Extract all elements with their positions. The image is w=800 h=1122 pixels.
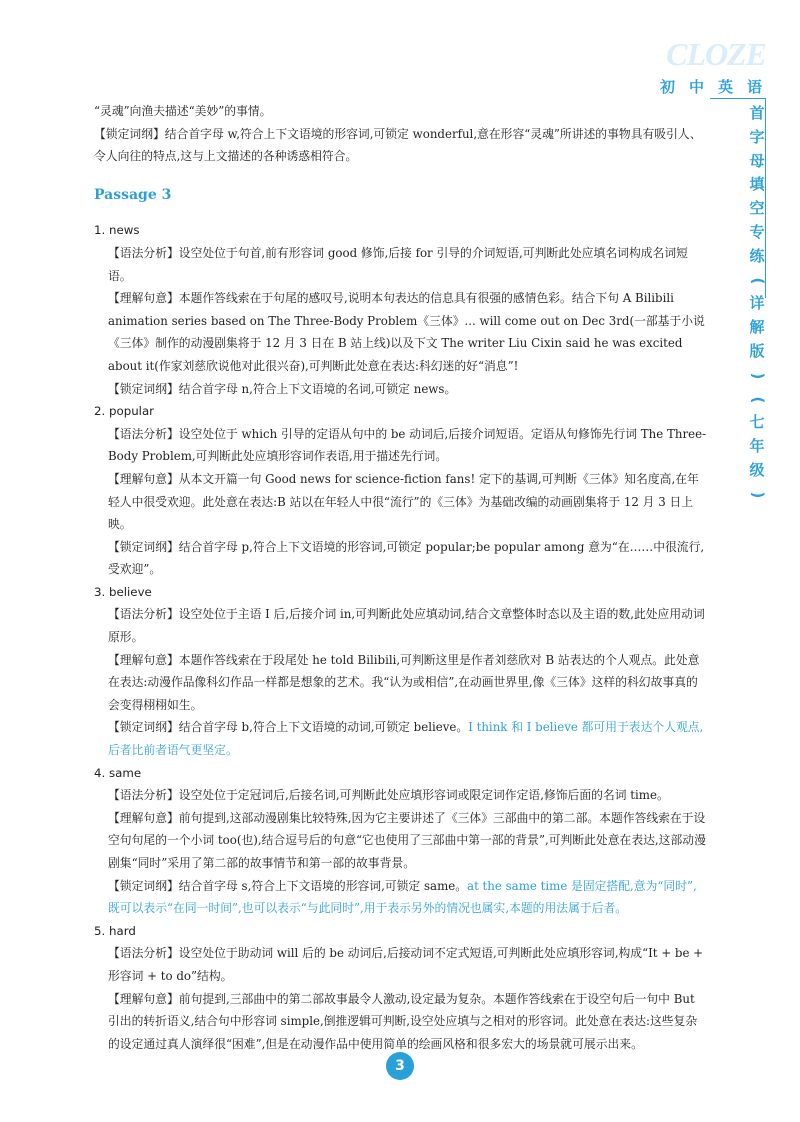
vertical-title-char: 级: [749, 460, 765, 479]
answer-understand: [94, 649, 708, 717]
vertical-title-char: (: [748, 277, 767, 284]
answer-lock: [94, 875, 708, 920]
page-number: 3: [386, 1052, 414, 1080]
answer-lock-text: 【锁定词纲】结合首字母 p,符合上下文语境的形容词,可锁定 popular;be popular among 意为“在……中很流行,受欢迎”。: [108, 539, 705, 577]
answer-grammar: [94, 423, 708, 468]
vertical-title-char: 首: [749, 104, 765, 122]
answer-understand-text: 【理解句意】本题作答线索在于段尾处 he told Bilibili,可判断这里是作者刘慈欣对 B 站表达的个人观点。此处意在表达:动漫作品像科幻作品一样都是想象的艺术。我“认为或相信”,在动画世界里,像《三体》这样的科幻故事真的会变得栩栩如生。: [108, 652, 700, 712]
answer-understand: [94, 988, 708, 1056]
vertical-title-char: 详: [749, 294, 765, 313]
answer-grammar: [94, 784, 708, 807]
answer-grammar: [94, 603, 708, 648]
answer-lock: [94, 716, 708, 761]
vertical-title-char: 练: [749, 246, 765, 265]
answer-understand-text: 【理解句意】从本文开篇一句 Good news for science-fiction fans! 定下的基调,可判断《三体》知名度高,在年轻人中很受欢迎。此处意在表达:B 站以在年轻人中很“流行”的《三体》为基础改编的动画剧集将于 12 月 3 日上映。: [108, 471, 699, 532]
answer-word: 5. hard: [94, 923, 136, 938]
vertical-title-char: 填: [749, 175, 765, 194]
vertical-title-char: ): [748, 491, 767, 499]
answer-understand: [94, 807, 708, 875]
vertical-title-char: 版: [749, 341, 765, 360]
header-rule: [710, 98, 766, 99]
answer-grammar-text: 【语法分析】设空处位于助动词 will 后的 be 动词后,后接动词不定式短语,可判断此处应填形容词,构成“It + be + 形容词 + to do”结构。: [108, 946, 704, 983]
intro-lock: 【锁定词纲】结合首字母 w,符合上下文语境的形容词,可锁定 wonderful,意在形容“灵魂”所讲述的事物具有吸引人、令人向往的特点,这与上文描述的各种诱惑相符合。: [94, 126, 702, 164]
answer-grammar: [94, 242, 708, 287]
vertical-title-char: 空: [749, 199, 765, 218]
vertical-title-char: (: [748, 396, 767, 403]
answer-lock-text: 【锁定词纲】结合首字母 s,符合上下文语境的形容词,可锁定 same。: [108, 878, 468, 893]
answer-understand: [94, 468, 708, 536]
vertical-title-char: 字: [749, 127, 765, 146]
answer-grammar-text: 【语法分析】设空处位于定冠词后,后接名词,可判断此处应填形容词或限定词作定语,修饰后面的名词 time。: [108, 788, 669, 803]
series-title: 初中英语: [660, 78, 777, 96]
answer-word: 1. news: [94, 223, 140, 238]
answer-lock-text: 【锁定词纲】结合首字母 n,符合上下文语境的名词,可锁定 news。: [108, 381, 457, 396]
intro-line: “灵魂”向渔夫描述“美妙”的事情。: [94, 104, 272, 118]
answer-grammar-text: 【语法分析】设空处位于主语 I 后,后接介词 in,可判断此处应填动词,结合文章整体时态以及主语的数,此处应用动词原形。: [108, 607, 705, 645]
answer-understand-text: 【理解句意】本题作答线索在于句尾的感叹号,说明本句表达的信息具有很强的感情色彩。结合下句 A Bilibili animation series based on The Three-Body Problem《三体》... will come out on Dec 3rd(一部基于小说《三体》制作的动漫剧集将于 12 月 3 日在 B 站上线)以及下文 The writer Liu Cixin said he was excited about it(作家刘慈欣说他对此很兴奋),可判断此处意在表达:科幻迷的好“消息”!: [108, 291, 705, 373]
answer-understand-text: 【理解句意】前句提到,这部动漫剧集比较特殊,因为它主要讲述了《三体》三部曲中的第二部。本题作答线索在于设空句句尾的一个小词 too(也),结合逗号后的句意“它也使用了三部曲中第一部的背景”,可判断此处意在表达,这部动漫剧集“同时”采用了第二部的故事情节和第一部的故事背景。: [108, 810, 706, 870]
answer-grammar-text: 【语法分析】设空处位于句首,前有形容词 good 修饰,后接 for 引导的介词短语,可判断此处应填名词构成名词短语。: [108, 245, 688, 283]
answer-lock: [94, 536, 708, 581]
vertical-title-char: 母: [749, 151, 765, 170]
vertical-title-char: 解: [749, 318, 765, 337]
vertical-title-char: 七: [749, 413, 765, 432]
cloze-logo: CLOZE: [666, 36, 766, 72]
answer-lock-text: 【锁定词纲】结合首字母 b,符合上下文语境的动词,可锁定 believe。: [108, 720, 469, 735]
answer-items: [94, 219, 708, 1055]
answer-note: I think 和 I believe 都可用于表达个人观点,后者比前者语气更坚定。: [108, 720, 704, 758]
answer-content: [94, 100, 708, 1055]
answer-word: 2. popular: [94, 404, 155, 419]
answer-understand: [94, 287, 708, 377]
answer-grammar-text: 【语法分析】设空处位于 which 引导的定语从句中的 be 动词后,后接介词短语。定语从句修饰先行词 The Three-Body Problem,可判断此处应填形容词作表语,用于描述先行词。: [108, 426, 707, 464]
vertical-title-char: 专: [749, 222, 765, 241]
answer-understand-text: 【理解句意】前句提到,三部曲中的第二部故事最令人激动,设定最为复杂。本题作答线索在于设空句后一句中 But 引出的转折语义,结合句中形容词 simple,倒推逻辑可判断,设空处应填与之相对的形容词。此处意在表达:这些复杂的设定通过真人演绎很“困难”,但是在动漫作品中使用简单的绘画风格和很多宏大的场景就可展示出来。: [108, 991, 698, 1051]
answer-grammar: [94, 942, 708, 987]
vertical-title-char: 年: [749, 437, 765, 456]
answer-lock: [94, 378, 708, 401]
passage-title: Passage 3: [94, 186, 172, 203]
vertical-title-char: ): [748, 372, 767, 380]
answer-word: 3. believe: [94, 584, 152, 599]
answer-word: 4. same: [94, 765, 142, 780]
answer-note: at the same time 是固定搭配,意为“同时”,既可以表示“在同一时间”,也可以表示“与此同时”,用于表示另外的情况也属实,本题的用法属于后者。: [108, 878, 697, 916]
vertical-book-title: [746, 102, 768, 507]
